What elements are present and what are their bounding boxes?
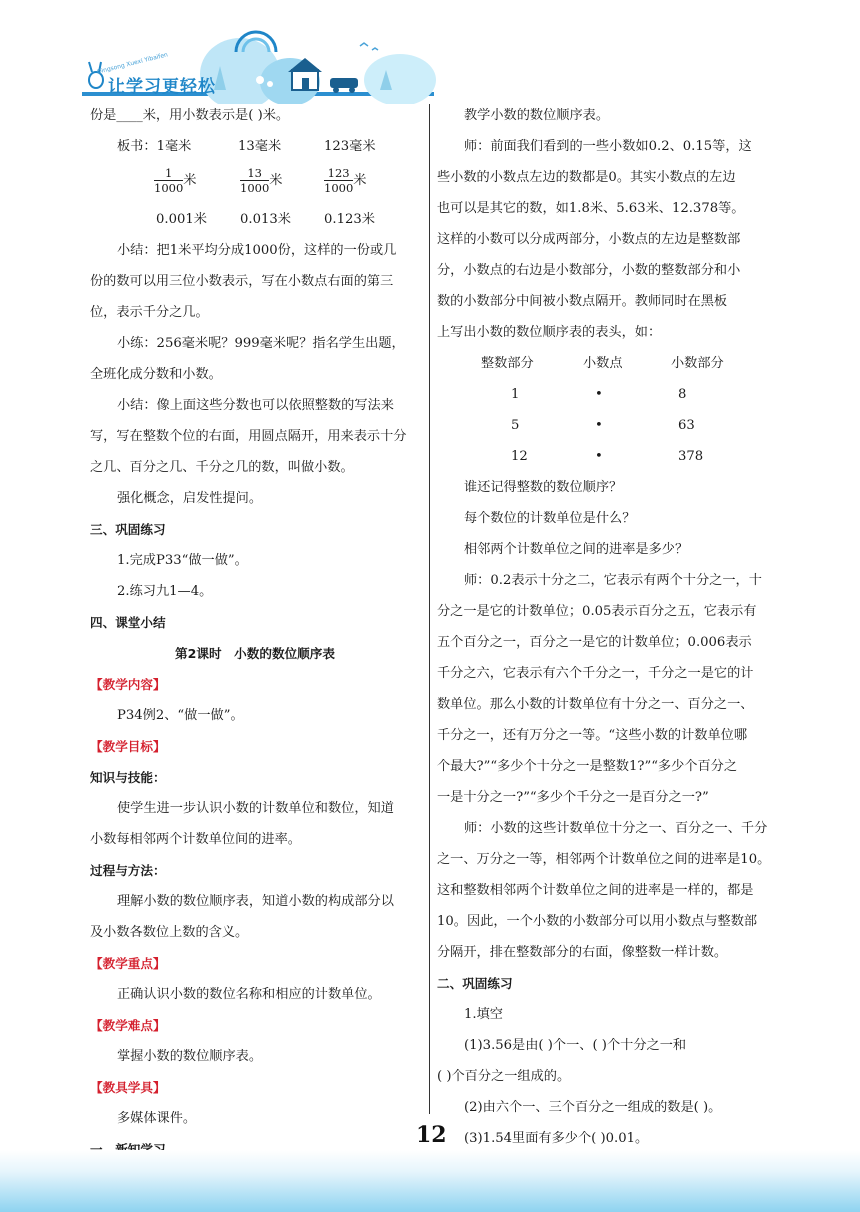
table-header-cell: 整数部分 [481, 356, 534, 371]
table-row [437, 379, 777, 410]
page-number: 12 [416, 1122, 447, 1148]
table-cell: 63 [678, 418, 695, 433]
exercise-title: 1.填空 [464, 1007, 503, 1022]
table-cell: • [595, 449, 603, 464]
question-line: 每个数位的计数单位是什么？ [464, 511, 636, 526]
lesson-title: 第2课时 小数的数位顺序表 [175, 646, 335, 661]
question-line: 谁还记得整数的数位顺序？ [464, 480, 623, 495]
content-tag: 【教学内容】 [90, 677, 166, 692]
subheading: 过程与方法： [90, 863, 166, 878]
text-line: 掌握小数的数位顺序表。 [117, 1049, 263, 1064]
text-line: 上写出小数的数位顺序表的表头，如： [437, 325, 662, 340]
text-line: 强化概念，启发性提问。 [117, 491, 263, 506]
text-line: 千分之六，它表示有六个千分之一，千分之一是它的计 [437, 666, 754, 681]
table-cell: • [595, 418, 603, 433]
exercise-item: 2.练习九1—4。 [117, 584, 213, 599]
table-cell: 5 [511, 418, 520, 433]
exercise-item: (2)由六个一、三个百分之一组成的数是( )。 [464, 1100, 722, 1115]
fraction-row [90, 162, 420, 204]
text-line: 教学小数的数位顺序表。 [464, 108, 610, 123]
exercise-item: (1)3.56是由( )个一、( )个十分之一和 [464, 1038, 687, 1053]
table-cell: • [595, 387, 603, 402]
text-line: 小结：像上面这些分数也可以依照整数的写法来 [117, 398, 394, 413]
text-line: 小结：把1米平均分成1000份，这样的一份或几 [117, 243, 397, 258]
right-column [437, 100, 777, 1154]
table-row [437, 441, 777, 472]
exercise-item: ( )个百分之一组成的。 [437, 1069, 571, 1084]
table-cell: 12 [511, 449, 528, 464]
text-line: 师：前面我们看到的一些小数如0.2、0.15等，这 [464, 139, 752, 154]
footer-band [0, 1150, 860, 1212]
decimals-row [90, 204, 420, 235]
table-cell: 8 [678, 387, 687, 402]
key-tag: 【教学重点】 [90, 956, 166, 971]
text-line: 分隔开，排在整数部分的右面，像整数一样计数。 [437, 945, 728, 960]
exercise-item: (3)1.54里面有多少个( )0.01。 [464, 1131, 649, 1146]
text-line: 分之一是它的计数单位；0.05表示百分之五，它表示有 [437, 604, 757, 619]
board-item: 123毫米 [324, 139, 376, 154]
fraction: $\frac{123}{1000}$ 米 [324, 166, 367, 195]
difficulty-tag: 【教学难点】 [90, 1018, 166, 1033]
text-line: 全班化成分数和小数。 [90, 367, 222, 382]
section-heading: 三、巩固练习 [90, 522, 166, 537]
column-divider [429, 104, 430, 1114]
text-line: 个最大?”“多少个十分之一是整数1?”“多少个百分之 [437, 759, 738, 774]
text-line: 也可以是其它的数，如1.8米、5.63米、12.378等。 [437, 201, 745, 216]
brand-logo-text: 让学习更轻松 [108, 77, 216, 97]
section-heading: 二、巩固练习 [437, 976, 513, 991]
exercise-item: 1.完成P33“做一做”。 [117, 553, 248, 568]
text-line: 数单位。那么小数的计数单位有十分之一、百分之一、 [437, 697, 754, 712]
text-line: 分，小数点的右边是小数部分，小数的整数部分和小 [437, 263, 741, 278]
text-line: 使学生进一步认识小数的计数单位和数位，知道 [117, 801, 394, 816]
text-line: 数的小数部分中间被小数点隔开。教师同时在黑板 [437, 294, 728, 309]
table-cell: 1 [511, 387, 520, 402]
board-items-row [90, 131, 420, 162]
page-header [0, 0, 860, 104]
goal-tag: 【教学目标】 [90, 739, 166, 754]
text-line: 之一、万分之一等，相邻两个计数单位之间的进率是10。 [437, 852, 771, 867]
text-line: 10。因此，一个小数的小数部分可以用小数点与整数部 [437, 914, 758, 929]
text-line: 之几、百分之几、千分之几的数，叫做小数。 [90, 460, 354, 475]
text-line: 这样的小数可以分成两部分，小数点的左边是整数部 [437, 232, 741, 247]
fraction: $\frac{13}{1000}$ 米 [240, 166, 283, 195]
text-line: 位，表示千分之几。 [90, 305, 209, 320]
fraction: $\frac{1}{1000}$ 米 [154, 166, 197, 195]
text-line: 多媒体课件。 [117, 1111, 197, 1126]
text-line: 份的数可以用三位小数表示，写在小数点右面的第三 [90, 274, 394, 289]
decimal-value: 0.123米 [324, 212, 375, 227]
text-line: 理解小数的数位顺序表，知道小数的构成部分以 [117, 894, 394, 909]
decimal-value: 0.001米 [156, 212, 207, 227]
text-line: 师：小数的这些计数单位十分之一、百分之一、千分 [464, 821, 768, 836]
board-label: 板书：1毫米 [117, 139, 192, 154]
subheading: 知识与技能： [90, 770, 166, 785]
section-heading: 四、课堂小结 [90, 615, 166, 630]
place-value-table [437, 348, 777, 472]
text-line: P34例2、“做一做”。 [117, 708, 244, 723]
text-line: 千分之一，还有万分之一等。“这些小数的计数单位哪 [437, 728, 748, 743]
tools-tag: 【教具学具】 [90, 1080, 166, 1095]
table-header-cell: 小数点 [583, 356, 623, 371]
text-line: 正确认识小数的数位名称和相应的计数单位。 [117, 987, 381, 1002]
text-line: 五个百分之一，百分之一是它的计数单位；0.006表示 [437, 635, 752, 650]
table-row [437, 410, 777, 441]
text-line: 师：0.2表示十分之二，它表示有两个十分之一，十 [464, 573, 762, 588]
brand-subtitle: Qingsong Xuexi Yibaifen [96, 51, 169, 76]
text-line: 一是十分之一?”“多少个千分之一是百分之一?” [437, 790, 709, 805]
text-line: 小数每相邻两个计数单位间的进率。 [90, 832, 301, 847]
table-header [437, 348, 777, 379]
table-cell: 378 [678, 449, 704, 464]
left-column [90, 100, 420, 1165]
text-line: 及小数各数位上数的含义。 [90, 925, 249, 940]
text-line: 小练：256毫米呢？999毫米呢？指名学生出题， [117, 336, 405, 351]
decimal-value: 0.013米 [240, 212, 291, 227]
text-line: 些小数的小数点左边的数都是0。其实小数点的左边 [437, 170, 736, 185]
board-item: 13毫米 [238, 139, 282, 154]
text-line: 这和整数相邻两个计数单位之间的进率是一样的，都是 [437, 883, 754, 898]
question-line: 相邻两个计数单位之间的进率是多少？ [464, 542, 689, 557]
text-line: 写，写在整数个位的右面，用圆点隔开，用来表示十分 [90, 429, 407, 444]
text-line: 份是____米，用小数表示是( )米。 [90, 108, 290, 123]
table-header-cell: 小数部分 [671, 356, 724, 371]
